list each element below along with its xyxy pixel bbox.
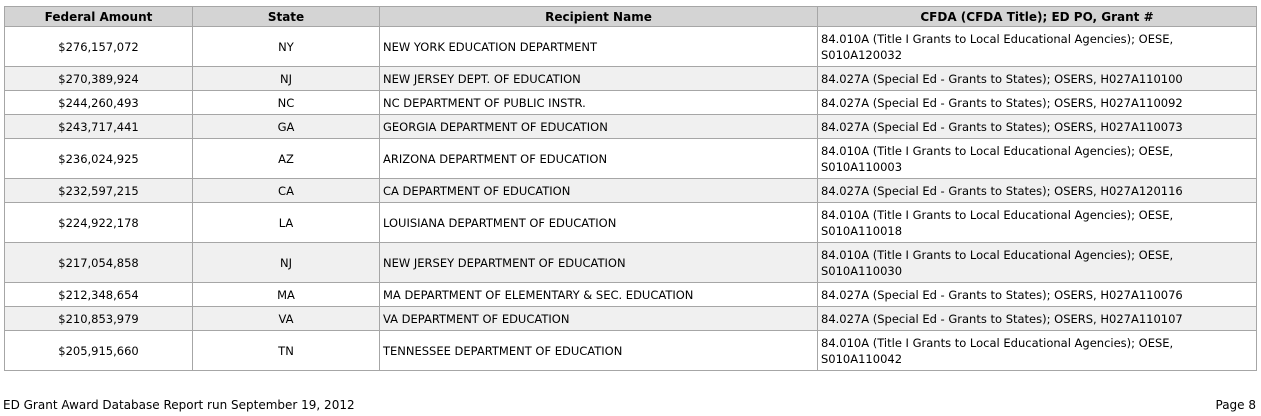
federal-amount-cell: $243,717,441	[5, 115, 193, 139]
cfda-cell	[818, 203, 1257, 243]
federal-amount-cell: $224,922,178	[5, 203, 193, 243]
state-cell: NJ	[193, 67, 380, 91]
federal-amount-cell: $232,597,215	[5, 179, 193, 203]
state-cell: AZ	[193, 139, 380, 179]
cfda-cell	[818, 243, 1257, 283]
state-cell: NY	[193, 27, 380, 67]
cfda-cell	[818, 139, 1257, 179]
federal-amount-cell: $276,157,072	[5, 27, 193, 67]
table-row	[5, 283, 1257, 307]
header-cfda: CFDA (CFDA Title); ED PO, Grant #	[818, 7, 1257, 27]
recipient-name-cell: ARIZONA DEPARTMENT OF EDUCATION	[380, 139, 818, 179]
cfda-line-1: 84.027A (Special Ed - Grants to States); OSERS, H027A110073	[821, 119, 1183, 134]
cfda-cell	[818, 115, 1257, 139]
cfda-line-1: 84.010A (Title I Grants to Local Educational Agencies); OESE,	[821, 335, 1174, 350]
federal-amount-cell: $244,260,493	[5, 91, 193, 115]
cfda-line-1: 84.027A (Special Ed - Grants to States); OSERS, H027A110076	[821, 287, 1183, 302]
table-body	[5, 27, 1257, 371]
report-run-label: ED Grant Award Database Report run September 19, 2012	[3, 398, 355, 412]
cfda-cell	[818, 91, 1257, 115]
grant-awards-table	[4, 6, 1257, 371]
table-row	[5, 115, 1257, 139]
header-federal-amount: Federal Amount	[5, 7, 193, 27]
recipient-name-cell: GEORGIA DEPARTMENT OF EDUCATION	[380, 115, 818, 139]
recipient-name-cell: NC DEPARTMENT OF PUBLIC INSTR.	[380, 91, 818, 115]
state-cell: CA	[193, 179, 380, 203]
federal-amount-cell: $212,348,654	[5, 283, 193, 307]
cfda-line-1: 84.027A (Special Ed - Grants to States); OSERS, H027A110100	[821, 71, 1183, 86]
state-cell: VA	[193, 307, 380, 331]
recipient-name-cell: CA DEPARTMENT OF EDUCATION	[380, 179, 818, 203]
cfda-line-1: 84.010A (Title I Grants to Local Educational Agencies); OESE,	[821, 207, 1174, 222]
table-row	[5, 331, 1257, 371]
cfda-cell	[818, 331, 1257, 371]
federal-amount-cell: $217,054,858	[5, 243, 193, 283]
cfda-line-1: 84.010A (Title I Grants to Local Educational Agencies); OESE,	[821, 247, 1174, 262]
state-cell: NC	[193, 91, 380, 115]
cfda-line-1: 84.010A (Title I Grants to Local Educational Agencies); OESE,	[821, 31, 1174, 46]
state-cell: LA	[193, 203, 380, 243]
cfda-line-1: 84.010A (Title I Grants to Local Educational Agencies); OESE,	[821, 143, 1174, 158]
cfda-line-2: S010A110042	[821, 351, 903, 366]
cfda-line-2: S010A110018	[821, 223, 903, 238]
federal-amount-cell: $205,915,660	[5, 331, 193, 371]
federal-amount-cell: $236,024,925	[5, 139, 193, 179]
cfda-line-2: S010A110003	[821, 159, 903, 174]
state-cell: TN	[193, 331, 380, 371]
cfda-cell	[818, 27, 1257, 67]
federal-amount-cell: $270,389,924	[5, 67, 193, 91]
table-row	[5, 307, 1257, 331]
recipient-name-cell: VA DEPARTMENT OF EDUCATION	[380, 307, 818, 331]
table-row	[5, 67, 1257, 91]
recipient-name-cell: TENNESSEE DEPARTMENT OF EDUCATION	[380, 331, 818, 371]
header-recipient-name: Recipient Name	[380, 7, 818, 27]
cfda-cell	[818, 307, 1257, 331]
recipient-name-cell: NEW YORK EDUCATION DEPARTMENT	[380, 27, 818, 67]
table-row	[5, 203, 1257, 243]
cfda-cell	[818, 67, 1257, 91]
federal-amount-cell: $210,853,979	[5, 307, 193, 331]
table-row	[5, 179, 1257, 203]
cfda-line-1: 84.027A (Special Ed - Grants to States); OSERS, H027A110107	[821, 311, 1183, 326]
state-cell: NJ	[193, 243, 380, 283]
page-number: Page 8	[1215, 398, 1256, 412]
recipient-name-cell: MA DEPARTMENT OF ELEMENTARY & SEC. EDUCATION	[380, 283, 818, 307]
cfda-cell	[818, 283, 1257, 307]
cfda-line-2: S010A110030	[821, 263, 903, 278]
cfda-cell	[818, 179, 1257, 203]
state-cell: GA	[193, 115, 380, 139]
cfda-line-2: S010A120032	[821, 47, 903, 62]
table-row	[5, 139, 1257, 179]
table-header-row	[5, 7, 1257, 27]
table-row	[5, 27, 1257, 67]
recipient-name-cell: NEW JERSEY DEPARTMENT OF EDUCATION	[380, 243, 818, 283]
recipient-name-cell: LOUISIANA DEPARTMENT OF EDUCATION	[380, 203, 818, 243]
header-state: State	[193, 7, 380, 27]
cfda-line-1: 84.027A (Special Ed - Grants to States); OSERS, H027A120116	[821, 183, 1183, 198]
cfda-line-1: 84.027A (Special Ed - Grants to States); OSERS, H027A110092	[821, 95, 1183, 110]
table-row	[5, 243, 1257, 283]
recipient-name-cell: NEW JERSEY DEPT. OF EDUCATION	[380, 67, 818, 91]
table-row	[5, 91, 1257, 115]
state-cell: MA	[193, 283, 380, 307]
